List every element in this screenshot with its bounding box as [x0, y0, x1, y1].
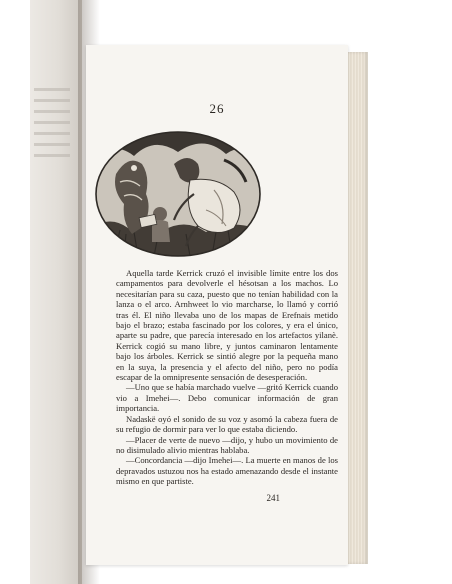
- left-page-text: [34, 143, 70, 146]
- page-edges: [346, 52, 368, 564]
- page-number-wrap: [86, 493, 348, 503]
- left-page-text: [34, 110, 70, 113]
- chapter-text: [116, 268, 338, 487]
- left-page-text: [34, 88, 70, 91]
- paragraph: —Concordancia —dijo Imehei—. La muerte en manos de los depravados ustuzou nos ha estado amenazando desde el instante mismo en que partiste.: [116, 455, 338, 487]
- paragraph: Aquella tarde Kerrick cruzó el invisible límite entre los dos campamentos para devolverle el hésotsan a los machos. Lo necesitarían para su caza, puesto que no tenían habilidad con la lanza o el arco. Arnhweet lo vio marcharse, lo llamó y corrió tras él. El niño llevaba uno de los mapas de Erefnais metido bajo el brazo; estaba fascinado por los colores, y era el único, aparte su padre, que parecía interesado en los artefactos yilanè. Kerrick cogió su mano libre, y juntos caminaron lentamente bajo los árboles. Kerrick se sintió alegre por la pequeña mano en la suya, la presencia y el afecto del niño, pero no podía escapar de la omnipresente sensación de desesperación.: [116, 268, 338, 383]
- left-page-text: [34, 154, 70, 157]
- left-page-text: [34, 132, 70, 135]
- engraving-figures-icon: [94, 130, 262, 258]
- left-page-text: [34, 121, 70, 124]
- left-page-text: [34, 99, 70, 102]
- paragraph: —Uno que se había marchado vuelve —gritó Kerrick cuando vio a Imehei—. Debo comunicar información de gran importancia.: [116, 382, 338, 414]
- paragraph: —Placer de verte de nuevo —dijo, y hubo un movimiento de no disimulado alivio mientras hablaba.: [116, 434, 338, 455]
- paragraph: Nadaskë oyó el sonido de su voz y asomó la cabeza fuera de su refugio de dormir para ver lo que estaba diciendo.: [116, 413, 338, 435]
- chapter-number: 26: [209, 101, 225, 116]
- page-number: 241: [266, 493, 280, 503]
